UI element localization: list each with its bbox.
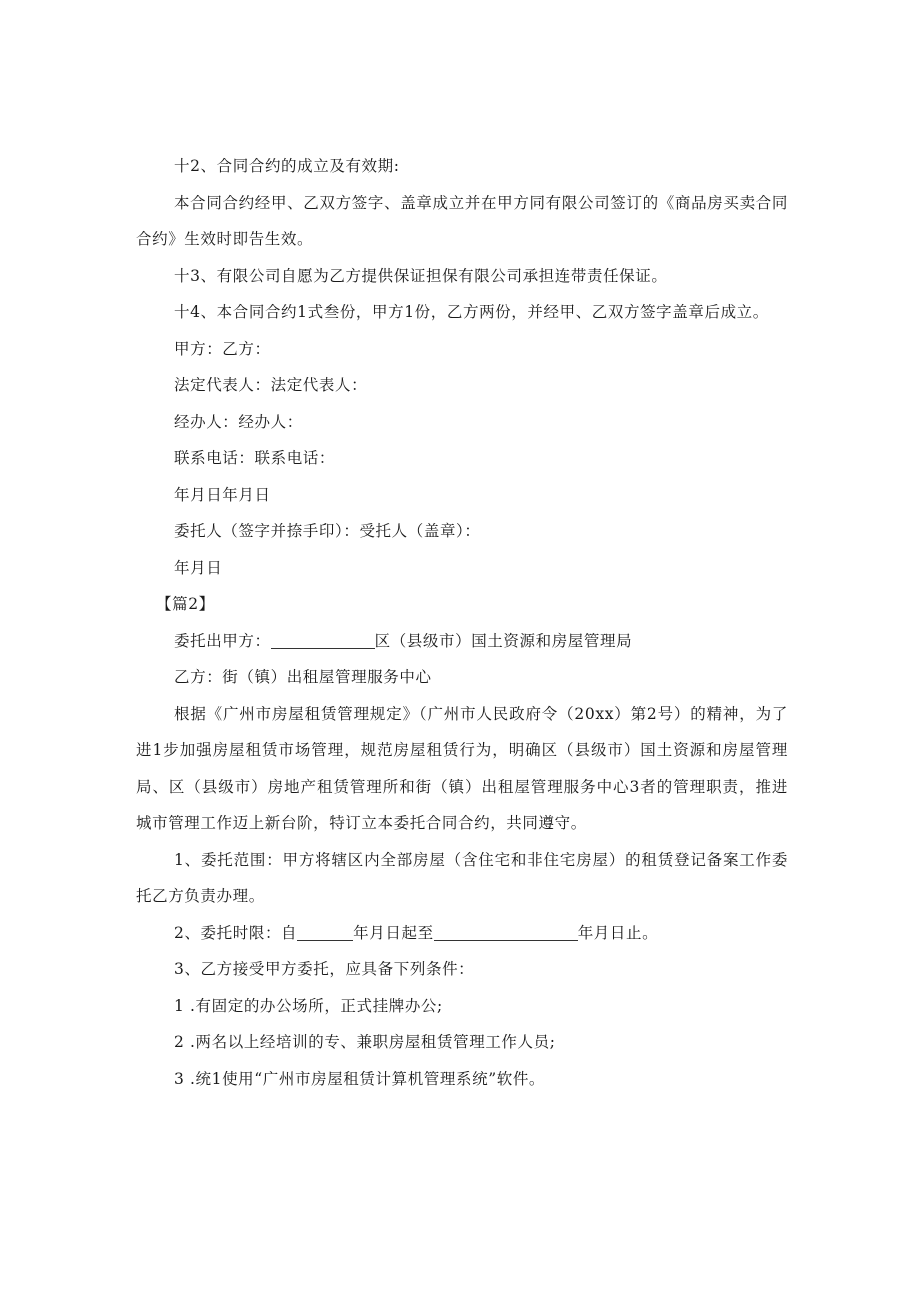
signature-phone: 联系电话：联系电话：: [174, 449, 336, 467]
clause-2: [136, 915, 788, 952]
signature-entrust: 委托人（签字并捺手印）：受托人（盖章）：: [174, 522, 481, 540]
section-2-heading: 【篇2】: [156, 595, 215, 613]
document-body: [136, 148, 788, 1097]
clause-12-title: 十2、合同合约的成立及有效期:: [174, 157, 400, 175]
signature-legal-rep: 法定代表人：法定代表人：: [174, 376, 368, 394]
clause-2-mid: 年月日起至: [353, 923, 434, 942]
party-a-blank: [271, 632, 375, 649]
clause-2-suffix: 年月日止。: [577, 923, 659, 942]
party-a-line: [136, 623, 788, 660]
party-a-label: 委托出甲方：: [174, 631, 271, 650]
signature-dates: 年月日年月日: [174, 485, 271, 504]
clause-13: 十3、有限公司自愿为乙方提供保证担保有限公司承担连带责任保证。: [174, 266, 668, 285]
signature-parties: 甲方：乙方：: [174, 339, 271, 358]
condition-2: 2 .两名以上经培训的专、兼职房屋租赁管理工作人员;: [174, 1033, 556, 1051]
preamble: 根据《广州市房屋租赁管理规定》（广州市人民政府令（20xx）第2号）的精神，为了进1步加强房屋租赁市场管理，规范房屋租赁行为，明确区（县级市）国土资源和房屋管理局、区（县级市）房地产租赁管理所和街（镇）出租屋管理服务中心3者的管理职责，推进城市管理工作迈上新台阶，特订立本委托合同合约，共同遵守。: [136, 704, 788, 832]
condition-3: 3 .统1使用“广州市房屋租赁计算机管理系统”软件。: [174, 1069, 546, 1088]
clause-1: 1、委托范围：甲方将辖区内全部房屋（含住宅和非住宅房屋）的租赁登记备案工作委托乙方负责办理。: [136, 850, 788, 905]
clause-12-body: 本合同合约经甲、乙双方签字、盖章成立并在甲方同有限公司签订的《商品房买卖合同合约》生效时即告生效。: [136, 193, 788, 248]
clause-3: 3、乙方接受甲方委托，应具备下列条件：: [174, 960, 475, 978]
clause-14: 十4、本合同合约1式叁份，甲方1份，乙方两份，并经甲、乙双方签字盖章后成立。: [174, 303, 769, 321]
end-date-blank: [434, 924, 578, 941]
start-date-blank: [297, 924, 353, 941]
party-a-suffix: 区（县级市）国土资源和房屋管理局: [374, 631, 633, 650]
condition-1: 1 .有固定的办公场所，正式挂牌办公;: [174, 996, 443, 1015]
signature-handler: 经办人：经办人：: [174, 412, 303, 431]
clause-2-prefix: 2、委托时限：自: [174, 923, 298, 942]
signature-date: 年月日: [174, 558, 223, 577]
party-b-line: 乙方：街（镇）出租屋管理服务中心: [174, 668, 432, 686]
